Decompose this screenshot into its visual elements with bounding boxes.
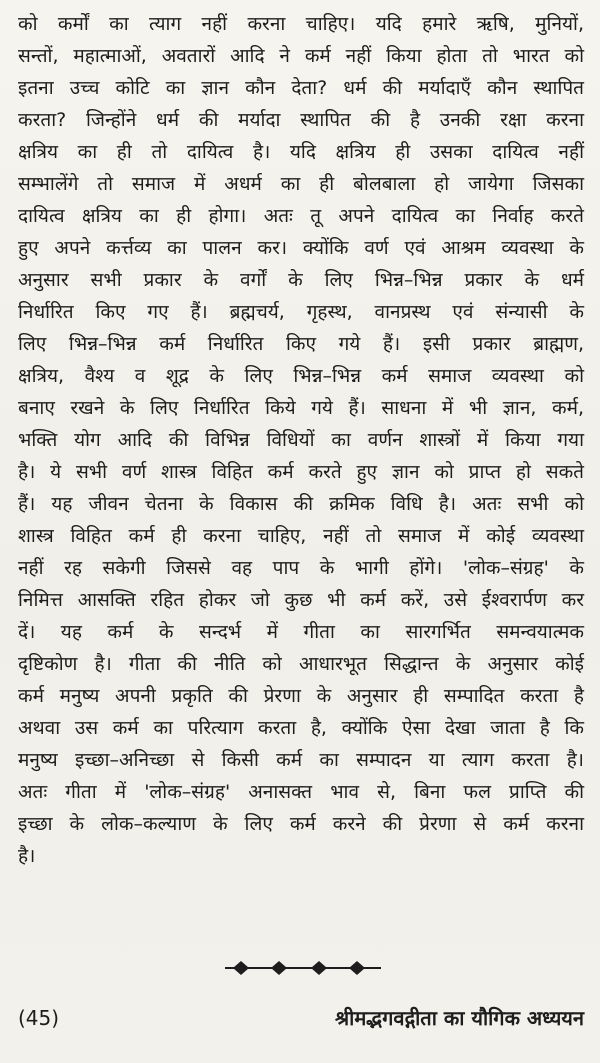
text-line: करता? जिन्होंने धर्म की मर्यादा स्थापित की है उनकी रक्षा करना <box>18 109 584 131</box>
text-line: सन्तों, महात्माओं, अवतारों आदि ने कर्म नहीं किया होता तो भारत को <box>18 45 584 67</box>
text-line: लिए भिन्न–भिन्न कर्म निर्धारित किए गये हैं। इसी प्रकार ब्राह्मण, <box>18 333 584 355</box>
text-line: अतः गीता में 'लोक–संग्रह' अनासक्त भाव से, बिना फल प्राप्ति की <box>18 781 584 803</box>
text-line: को कर्मों का त्याग नहीं करना चाहिए। यदि हमारे ऋषि, मुनियों, <box>18 13 584 35</box>
text-line: दृष्टिकोण है। गीता की नीति को आधारभूत सिद्धान्त के अनुसार कोई <box>18 653 584 675</box>
text-line: दायित्व क्षत्रिय का ही होगा। अतः तू अपने दायित्व का निर्वाह करते <box>18 205 584 227</box>
diamond-rule-ornament <box>223 958 383 978</box>
text-line: क्षत्रिय का ही तो दायित्व है। यदि क्षत्रिय ही उसका दायित्व नहीं <box>18 141 584 163</box>
text-line: है। ये सभी वर्ण शास्त्र विहित कर्म करते हुए ज्ञान को प्राप्त हो सकते <box>18 461 584 483</box>
text-line: क्षत्रिय, वैश्य व शूद्र के लिए भिन्न–भिन्न कर्म समाज व्यवस्था को <box>18 365 584 387</box>
body-text <box>18 8 584 872</box>
text-line: नहीं रह सकेगी जिससे वह पाप के भागी होंगे। 'लोक–संग्रह' के <box>18 557 584 579</box>
page-number: (45) <box>18 1006 60 1030</box>
text-line: कर्म मनुष्य अपनी प्रकृति की प्रेरणा के अनुसार ही सम्पादित करता है <box>18 685 584 707</box>
text-line: अनुसार सभी प्रकार के वर्गों के लिए भिन्न–भिन्न प्रकार के धर्म <box>18 269 584 291</box>
running-title: श्रीमद्भगवद्गीता का यौगिक अध्ययन <box>335 1006 584 1030</box>
text-line: शास्त्र विहित कर्म ही करना चाहिए, नहीं तो समाज में कोई व्यवस्था <box>18 525 584 547</box>
text-line: निमित्त आसक्ति रहित होकर जो कुछ भी कर्म करें, उसे ईश्वरार्पण कर <box>18 589 584 611</box>
text-line: सम्भालेंगे तो समाज में अधर्म का ही बोलबाला हो जायेगा जिसका <box>18 173 584 195</box>
text-line: हुए अपने कर्त्तव्य का पालन कर। क्योंकि वर्ण एवं आश्रम व्यवस्था के <box>18 237 584 259</box>
text-line: मनुष्य इच्छा–अनिच्छा से किसी कर्म का सम्पादन या त्याग करता है। <box>18 749 584 771</box>
text-line: है। <box>18 845 36 867</box>
page-footer <box>18 1000 584 1036</box>
text-line: इतना उच्च कोटि का ज्ञान कौन देता? धर्म की मर्यादाएँ कौन स्थापित <box>18 77 584 99</box>
text-line: हैं। यह जीवन चेतना के विकास की क्रमिक विधि है। अतः सभी को <box>18 493 584 515</box>
text-line: बनाए रखने के लिए निर्धारित किये गये हैं। साधना में भी ज्ञान, कर्म, <box>18 397 584 419</box>
text-line: इच्छा के लोक–कल्याण के लिए कर्म करने की प्रेरणा से कर्म करना <box>18 813 584 835</box>
text-line: अथवा उस कर्म का परित्याग करता है, क्योंकि ऐसा देखा जाता है कि <box>18 717 584 739</box>
text-line: निर्धारित किए गए हैं। ब्रह्मचर्य, गृहस्थ, वानप्रस्थ एवं संन्यासी के <box>18 301 584 323</box>
text-line: दें। यह कर्म के सन्दर्भ में गीता का सारगर्भित समन्वयात्मक <box>18 621 584 643</box>
text-line: भक्ति योग आदि की विभिन्न विधियों का वर्णन शास्त्रों में किया गया <box>18 429 584 451</box>
